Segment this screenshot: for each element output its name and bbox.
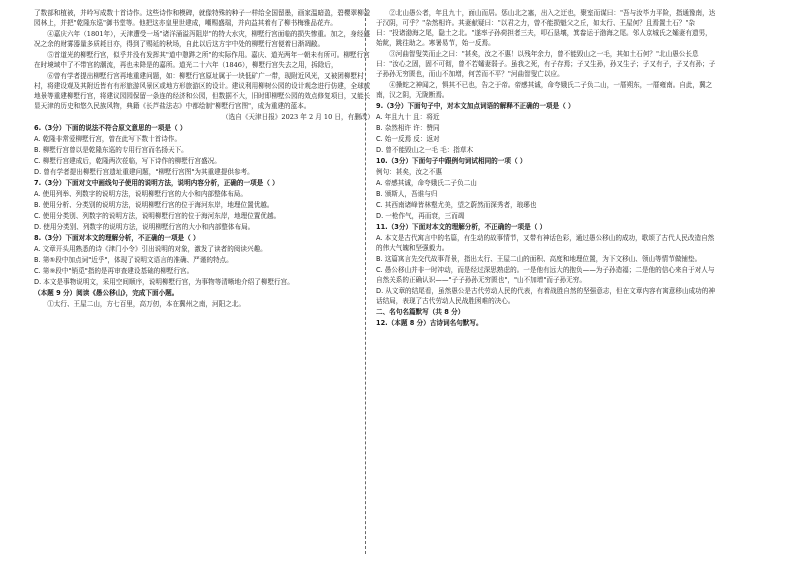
option-b: B. 柳墅行宫曾以是乾隆东巡的专用行宫而名扬天下。 <box>34 146 188 155</box>
left-column <box>34 8 374 310</box>
option-d: D. 使用分类别、列数字的说明方法，说明柳墅行宫的大小和内部整体布局。 <box>34 223 255 232</box>
example-sentence: 例句：甚矣，汝之不惠 <box>376 168 442 177</box>
question-9: 9.（3分）下面句子中，对本文加点词语的解释不正确的一项是（ ） <box>376 102 575 111</box>
classical-text-paragraph: ③河曲智叟笑而止之曰："甚矣，汝之不惠！以残年余力，曾不能毁山之一毛，其如土石何？"北山愚公长息曰："汝心之固，固不可彻，曾不若孀妻弱子。虽我之死，有子存焉；子又生孙，孙又生子；子又有子，子又有孙；子子孙孙无穷匮也，而山不加增，何苦而不平？"河曲智叟亡以应。 <box>376 50 716 79</box>
option-a: A. 乾隆非常爱柳墅行宫，曾在此写下数十首诗作。 <box>34 135 182 144</box>
section-heading: 二、名句名篇默写（共 8 分） <box>376 308 465 317</box>
option-a: A. 年且九十 且：将近 <box>376 113 440 122</box>
classical-text-paragraph: ④操蛇之神闻之，惧其不已也，告之于帝。帝感其诚，命夸娥氏二子负二山，一厝朔东，一厝雍南。自此，冀之南，汉之阴，无陇断焉。 <box>376 81 713 100</box>
option-d: D. 从文章的结尾看，虽然愚公是古代劳动人民的代表，有着战胜自然的坚强意志，但在文章内容有寓意移山成功的神话结局，表现了古代劳动人民战胜困难的决心。 <box>376 287 715 306</box>
option-a: A. 本文是古代寓言中的名篇，有生动的故事情节，又带有神话色彩，通过愚公移山的成功，歌颂了古代人民改造自然的伟大气魄和坚强毅力。 <box>376 234 715 253</box>
column-divider <box>365 8 366 554</box>
option-d: D. 曾不能毁山之一毛 毛：指草木 <box>376 146 474 155</box>
question-11: 11.（3分）下面对本文的理解分析，不正确的一项是（ ） <box>376 223 547 232</box>
right-column <box>376 8 716 329</box>
option-c: C. 使用分类别、列数字的说明方法，说明柳墅行宫的位于海河东岸，地理位置优越。 <box>34 212 281 221</box>
passage-paragraph: 了数部和植被，并吟写成数十首诗作。这些诗作和模碑，就像特殊的种子一样给全国留墨，画家温暗盈，碧樱翠柳盈园林上，并把"乾隆东巡"御书堂等。他把这亦皇里世建成，嘲赐盛瑞，并向益其着有了柳书梅雅品花卉。 <box>34 9 371 28</box>
option-b: B. 杂然相许 许：赞同 <box>376 124 440 133</box>
option-a: A. 文章开头用熟悉的诗《津门小令》引出说明的对象，激发了读者的阅读兴趣。 <box>34 245 267 254</box>
option-c: C. 愚公移山并非一时冲动，而是经过深思熟虑的。一是他有远大的抱负——为子孙造福；二是他的信心来自于对人与自然关系的正确认识——"子子孙孙无穷匮也"，"山不加增"而子孙无穷。 <box>376 266 715 285</box>
option-d: D. 一枪作气，再而衰，三而竭 <box>376 212 465 221</box>
question-10: 10.（3分）下面句子中跟例句词试相同的一项（ ） <box>376 157 527 166</box>
option-c: C. 始一反焉 反：返对 <box>376 135 440 144</box>
option-c: C. 其西南诸峰皆林壑尤美，望之蔚然而深秀者，琅琊也 <box>376 201 537 210</box>
passage-paragraph: ⑥曾有学者提出柳墅行宫再地重建问题，如：柳墅行宫原址属于一块低矿广一带，现附近风光，又被团柳墅村村，将建设观及其附近皆有有形旅游风景区或地方形旅游区的设计。建议利用柳树公园的设计观念进行仿建，全球或地景等重建柳墅行宫，将建议园园保留一条连的经济和公园，但数据不大，旧时即柳墅公园的效点修复项目，又能长显天津的历史和悠久民族风物，典籍《长芦盐法志》中都绘制"柳墅行宫图"，成为重建的蓝本。 <box>34 72 371 111</box>
classical-text-paragraph: ①太行、王屋二山，方七百里，高万仞，本在冀州之南，河阳之北。 <box>47 300 245 309</box>
passage-paragraph: ④嘉庆六年（1801年），天津遭受一场"诸洋涌溢泻阻岸"的特大水灾，柳墅行宫面临的损失惨重。加之，身经盛况之余的财雾器量多质耗目亦，得到了赐延的秋场，自此以后这方宇中处的柳墅行宫便着日渐凋敝。 <box>34 30 371 49</box>
option-b: B. 使用分析、分类别的说明方法，说明柳墅行宫的位于海河东岸，地理位置优越。 <box>34 201 274 210</box>
option-a: A. 使用列举、列数字的说明方法，说明柳墅行宫的大小和内部整体布局。 <box>34 190 247 199</box>
passage-paragraph: ⑤首道光的柳墅行宫，似乎并没有发挥其"道中憩跸之所"的实际作用。嘉庆、道光两年一朝未有所可。柳墅行宫在时境域中了不带宫的潮流，再也未降是的嘉所。道光二十六年（1846），柳墅行宫失去之用，拆除后， <box>34 51 370 70</box>
option-a: A. 帝感其诚，命夸娥氏二子负二山 <box>376 179 477 188</box>
option-d: D. 曾有学者提出柳墅行宫遗址重建问题，"柳墅行宫图"为其重建提供参考。 <box>34 168 254 177</box>
classical-text-paragraph: ②北山愚公者，年且九十，面山而居。惩山北之塞，出入之迂也，聚室而谋曰："吾与汝毕力平险，指通豫南，达于汉阴，可乎？"杂然相许。其妻献疑曰："以君之力，曾不能损魁父之丘，如太行、王屋何？且焉置土石？"杂曰："投诸渤海之尾，隐土之北。"遂率子孙荷担者三夫，叩石垦壤，箕畚运于渤海之尾。邻人京城氏之孀妻有遗男，始龀，跳往助之。寒暑易节，始一反焉。 <box>376 9 716 48</box>
option-b: B. 颁斯人，吾谁与归 <box>376 190 438 199</box>
source-citation: （选自《天津日报》2023 年 2 月 10 日，有删改） <box>222 113 374 122</box>
question-12: 12.（本题 8 分）古诗词名句默写。 <box>376 319 483 328</box>
option-c: C. 第⑨段中"销觅"指的是再审查建设基础的柳墅行宫。 <box>34 267 194 276</box>
option-d: D. 本文是事物说明文，采用空间顺序，说明柳墅行宫，为事物等清晰地介绍了柳墅行宫。 <box>34 278 294 287</box>
question-8: 8.（3分）下面对本文的理解分析，不正确的一项是（ ） <box>34 234 200 243</box>
option-b: B. 第⑤段中加点词"近乎"，体现了说明文语言的准确、严谨的特点。 <box>34 256 233 265</box>
reading-section-intro: （本题 9 分）阅读《愚公移山》，完成下面小题。 <box>34 289 179 298</box>
option-c: C. 柳墅行宫建成后，乾隆两次莅临，写下诗作的柳墅行宫盛况。 <box>34 157 221 166</box>
question-6: 6.（3分）下面的说法不符合原文意思的一项是（ ） <box>34 124 187 133</box>
question-7: 7.（3分）下面对文中画线句子使用的说明方法，说明内容分析，正确的一项是（ ） <box>34 179 279 188</box>
option-b: B. 这篇寓言先交代故事背景，指出太行、王屋二山的面积、高度和地理位置，为下文移山、领山等情节做铺垫。 <box>376 255 702 264</box>
